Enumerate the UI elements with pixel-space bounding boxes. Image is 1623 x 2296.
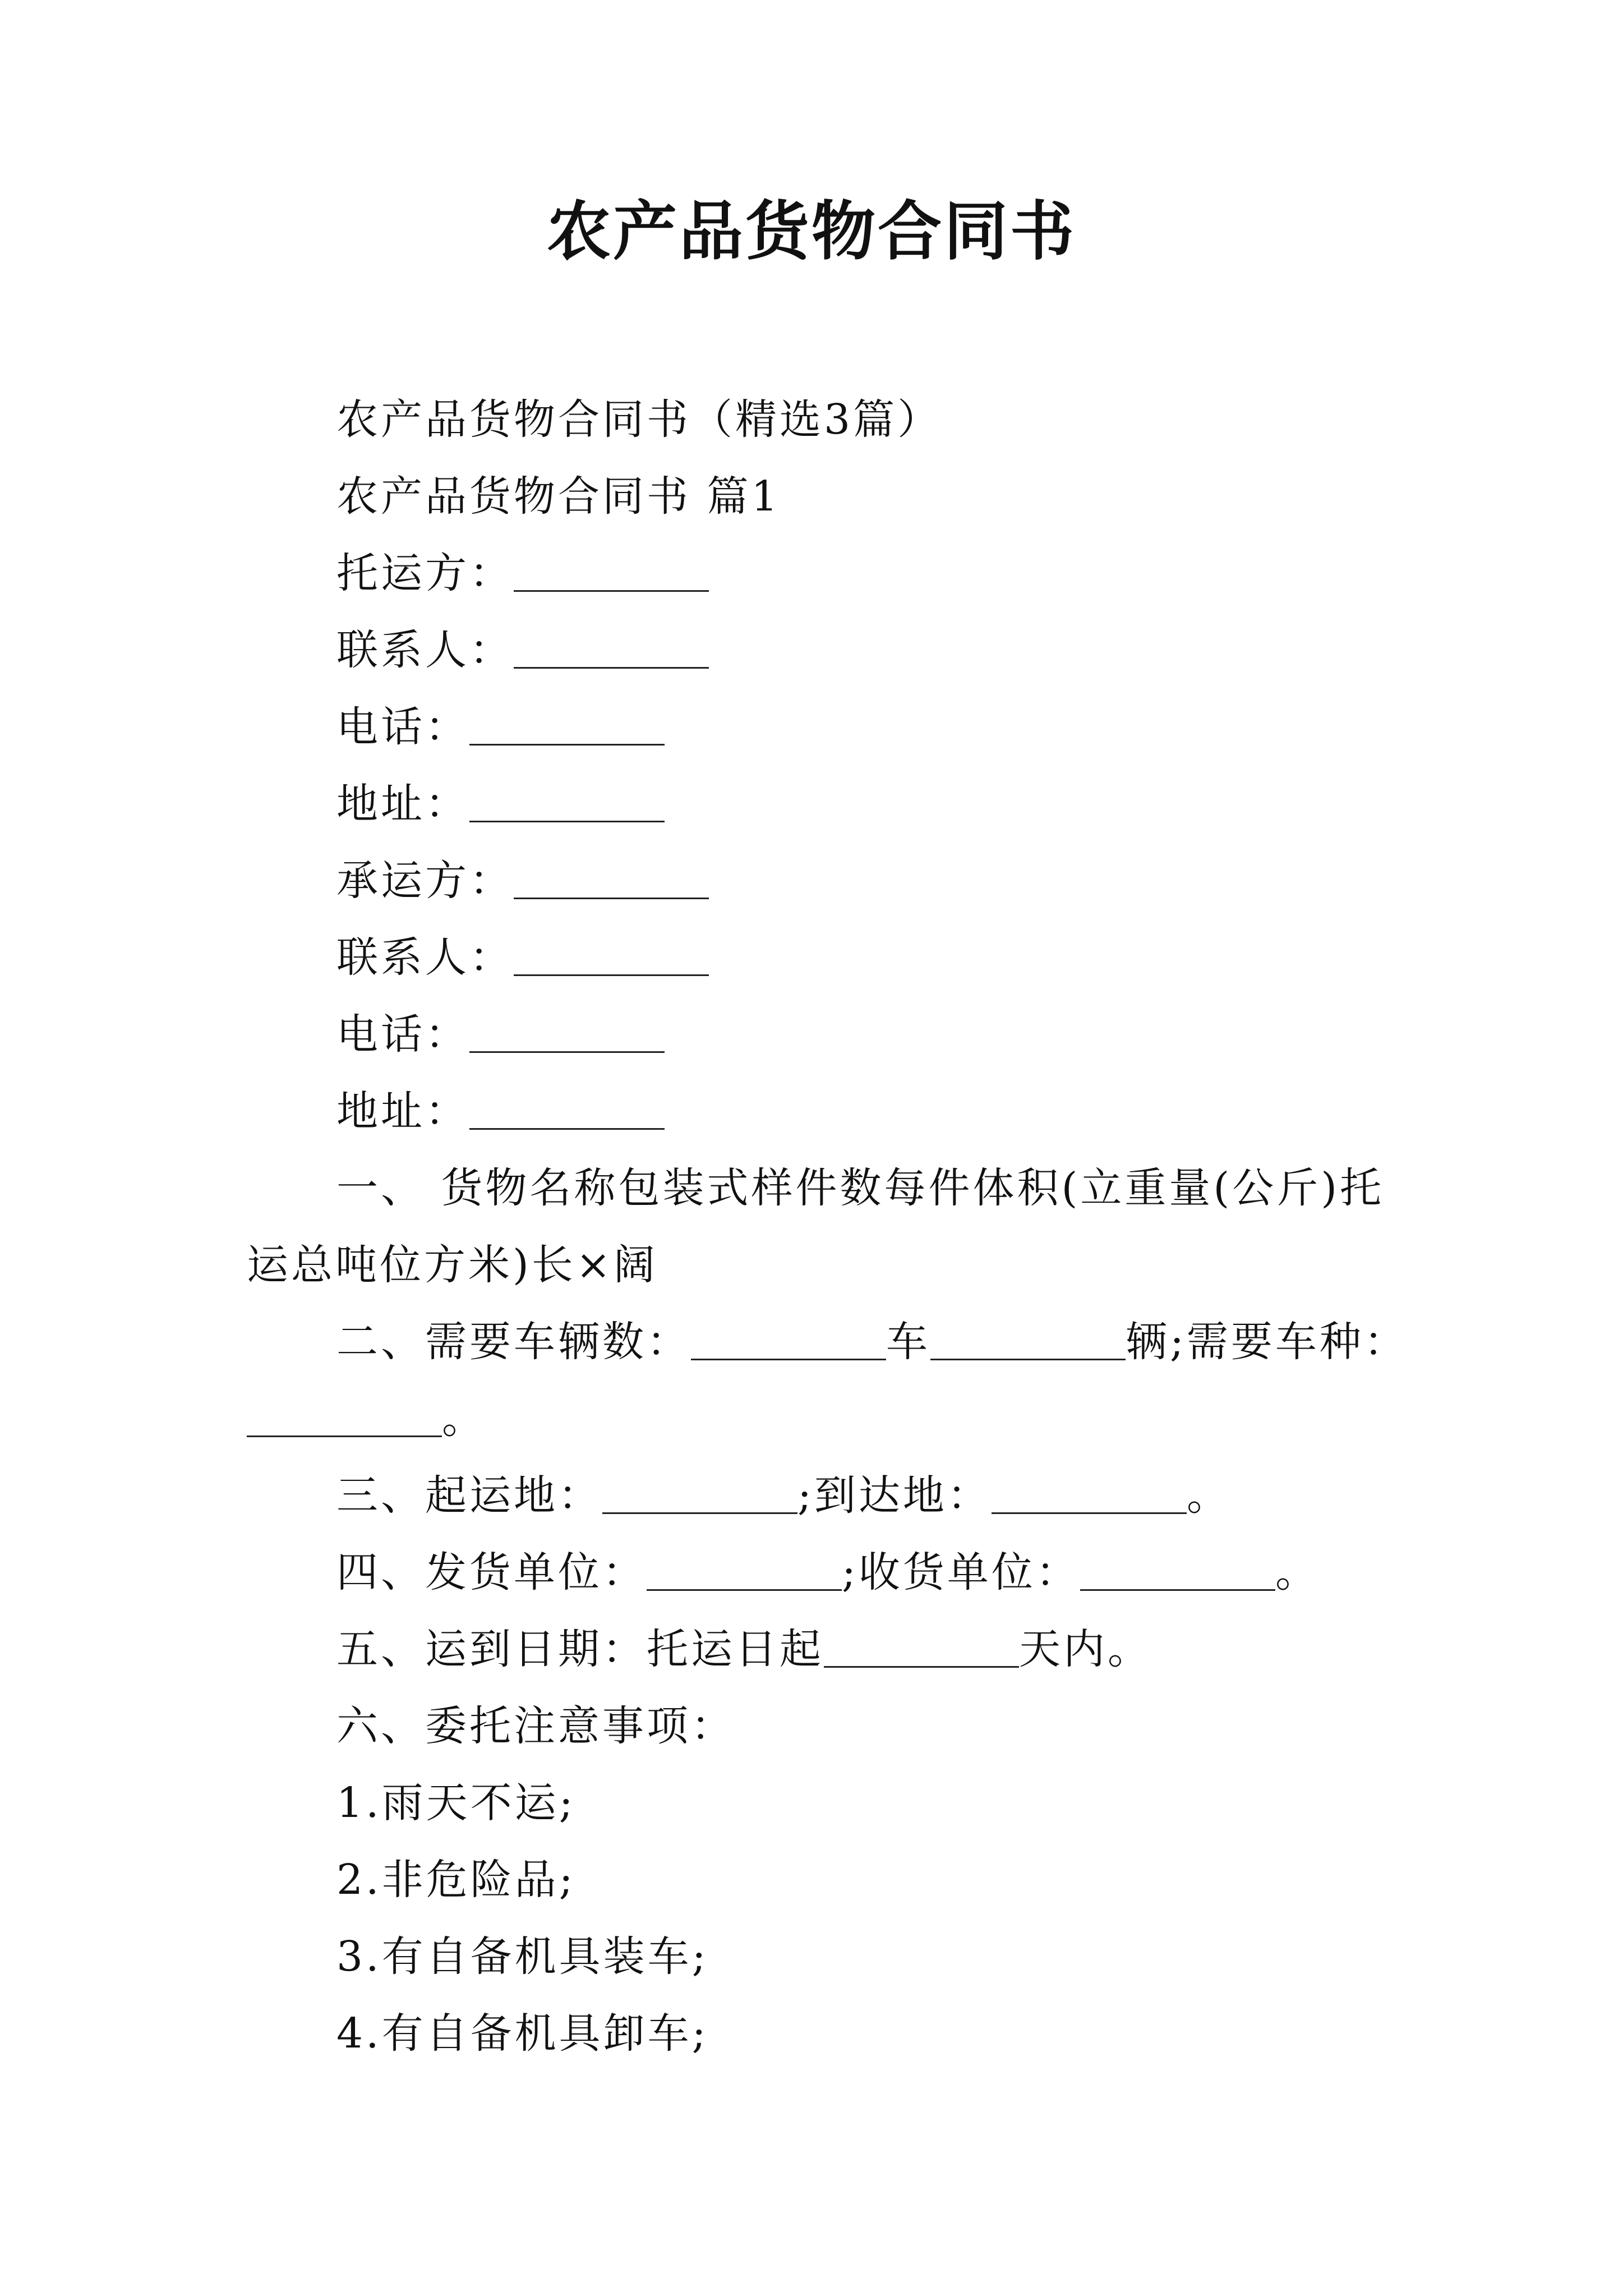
blank-underline	[469, 743, 665, 746]
clause-2-continued: 。	[247, 1381, 1391, 1457]
shipper-contact-field: 联系人：	[247, 612, 1391, 689]
blank-underline	[514, 897, 709, 899]
clause-1-line-2: 运总吨位方米)长×阔	[247, 1241, 658, 1289]
clause-2: 二、需要车辆数： 车 辆;需要车种：	[336, 1318, 1408, 1366]
blank-underline	[469, 820, 665, 822]
shipper-address-field: 地址：	[247, 766, 1391, 843]
carrier-address-field: 地址：	[247, 1073, 1391, 1150]
blank-underline	[647, 1589, 842, 1591]
list-item: 2.非危险品;	[336, 1856, 576, 1904]
document-title: 农产品货物合同书	[546, 194, 1076, 269]
shipper-field: 托运方：	[247, 535, 1391, 612]
blank-underline	[691, 1358, 886, 1360]
blank-underline	[930, 1358, 1126, 1360]
carrier-contact-field: 联系人：	[247, 919, 1391, 996]
list-item: 3.有自备机具装车;	[336, 1932, 709, 1981]
shipper-phone-field: 电话：	[247, 689, 1391, 766]
clause-1-line-1: 一、 货物名称包装式样件数每件体积(立重量(公斤)托	[336, 1164, 1385, 1212]
blank-underline	[824, 1665, 1019, 1668]
blank-underline	[514, 974, 709, 976]
subtitle-part-1: 农产品货物合同书 篇1	[336, 472, 781, 521]
blank-underline	[247, 1435, 442, 1437]
list-item: 4.有自备机具卸车;	[336, 2009, 709, 2058]
carrier-phone-field: 电话：	[247, 996, 1391, 1073]
document-body	[247, 381, 1408, 2072]
blank-underline	[514, 590, 709, 592]
blank-underline	[469, 1128, 665, 1130]
blank-underline	[514, 666, 709, 669]
clause-5: 五、运到日期：托运日起 天内。	[336, 1625, 1152, 1673]
subtitle-collection: 农产品货物合同书（精选3篇）	[336, 395, 942, 444]
clause-4: 四、发货单位： ;收货单位： 。	[336, 1548, 1320, 1596]
list-item: 1.雨天不运;	[336, 1779, 576, 1827]
clause-6: 六、委托注意事项：	[336, 1702, 735, 1750]
blank-underline	[469, 1051, 665, 1053]
clause-3: 三、起运地： ;到达地： 。	[336, 1471, 1231, 1520]
carrier-field: 承运方：	[247, 843, 1391, 919]
blank-underline	[602, 1512, 797, 1514]
blank-underline	[1080, 1589, 1275, 1591]
blank-underline	[992, 1512, 1187, 1514]
